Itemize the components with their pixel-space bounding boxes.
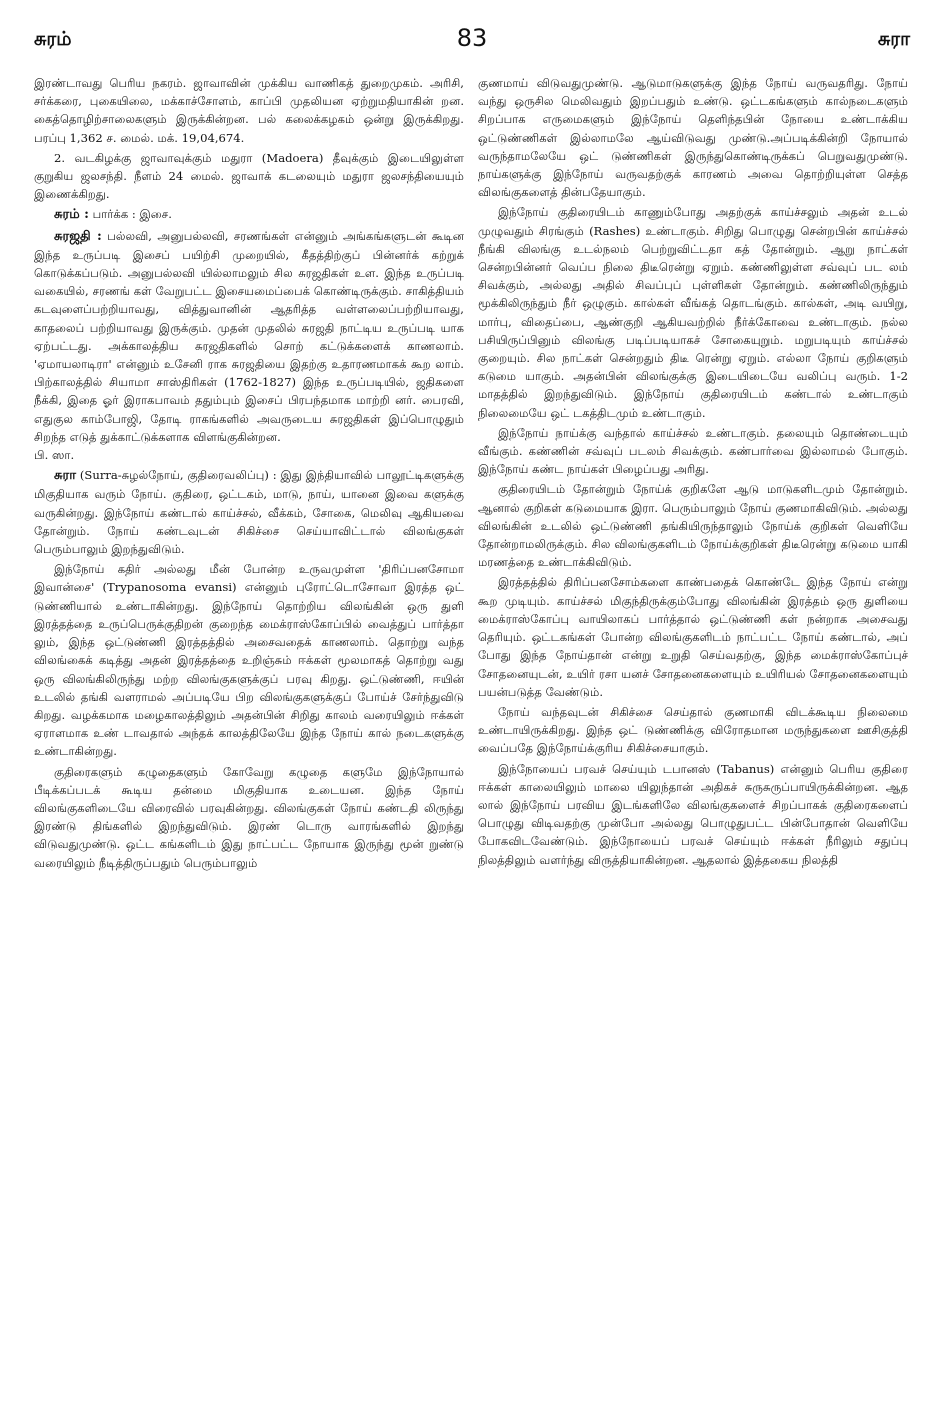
paragraph-text: குணமாய் விடுவதுமுண்டு. ஆடுமாடுகளுக்கு இந்த நோய் வருவதரிது. நோய் வந்து ஒருசில மெலிவதும் இறப்பதும் உண்டு. ஒட்டகங்களும் கால்நடைகளும் சிறப்பாக எருமைகளும் இந்நோய் தெளிந்தபின் நோயை உண்டாக்கிய ஒட்டுண்ணிகள் இல்லாமலே ஆய்விடுவது முண்டு.அப்படிக்கின்றி நோயால் வருந்தாமலேயே ஒட் டுண்ணிகள் இருந்துகொண்டிருக்கப் பெறுவதுமுண்டு. நாய்களுக்கு இந்நோய் வருவதற்குக் காரணம் அவை தொற்றியுள்ள செத்த விலங்குகளைத் தின்பதேயாகும். <box>478 76 908 200</box>
running-head-right: சுரா <box>877 28 910 50</box>
body-paragraph <box>34 560 464 760</box>
body-paragraph <box>34 74 464 147</box>
paragraph-text: இரத்தத்தில் திரிப்பனசோம்களை காண்பதைக் கொண்டே இந்த நோய் என்று கூற முடியும். காய்ச்சல் மிகுந்திருக்கும்போது விலங்கின் இரத்தம் ஒரு துளியை மைக்ராஸ்கோப்பு வாயிலாகப் பார்த்தால் ஒட்டுண்ணி கள் நன்றாக அசைவது தெரியும். ஒட்டகங்கள் போன்ற விலங்குகளிடம் நாட்பட்ட நோய் கண்டால், அப் போது இந்த நோய்தான் என்று உறுதி செய்வதற்கு, இந்த மைக்ராஸ்கோப்புச் சோதனையுடன், உயிர் ரசா யனச் சோதனைகளையும் உயிரியல் சோதனைகளையும் பயன்படுத்த வேண்டும். <box>478 575 908 699</box>
left-column <box>34 74 464 872</box>
page-number: 83 <box>456 24 488 52</box>
paragraph-text: (Surra-சுழல்நோய், குதிரைவலிப்பு) : இது இந்தியாவில் பாலூட்டிகளுக்கு மிகுதியாக வரும் நோய். குதிரை, ஒட்டகம், மாடு, நாய், யானை இவை களுக்கு வருகின்றது. இந்நோய் கண்டால் காய்ச்சல், வீக்கம், சோகை, மெலிவு ஆகியவை தோன்றும். நோய் கண்டவுடன் சிகிச்சை செய்யாவிட்டால் விலங்குகள் பெரும்பாலும் இறந்துவிடும். <box>34 468 464 557</box>
paragraph-text: குதிரைகளும் கழுதைகளும் கோவேறு கழுதை களுமே இந்நோயால் பீடிக்கப்படக் கூடிய தன்மை மிகுதியாக உடையன. இந்த நோய் விலங்குகளிடையே விரைவில் பரவுகின்றது. விலங்குகள் நோய் கண்டதி லிருந்து இரண்டு திங்களில் இறந்துவிடும். இரண் டொரு வாரங்களில் இறந்து விடுவதுமுண்டு. ஒட்ட கங்களிடம் இது நாட்பட்ட நோயாக இருந்து மூன் றுண்டு வரையிலும் நீடித்திருப்பதும் பெரும்பாலும் <box>34 764 464 870</box>
body-paragraph <box>478 760 908 869</box>
body-paragraph <box>34 763 464 872</box>
paragraph-text: பார்க்க : இசை. <box>88 207 172 222</box>
page-header <box>34 24 910 60</box>
body-paragraph <box>34 149 464 204</box>
paragraph-text: பல்லவி, அனுபல்லவி, சரணங்கள் என்னும் அங்கங்களுடன் கூடின இந்த உருப்படி இசைப் பயிற்சி முறையில், கீதத்திற்குப் பின்னர்க் கற்றுக் கொடுக்கப்படும். அனுபல்லவி யில்லாமலும் சில சுரஜதிகள் உள. இந்த உருப்படி வகையில், சரணங் கள் வேறுபட்ட இசையமைப்பைக் கொண்டிருக்கும். சாகித்தியம் கடவுளைப்பற்றியாவது, வித்துவானின் ஆதரித்த வள்ளலைப்பற்றியாவது, காதலைப் பற்றியாவது இருக்கும். முதன் முதலில் சுரஜதி நாட்டிய உருப்படி யாக ஏற்பட்டது. அக்காலத்திய சுரஜதிகளில் சொற் கட்டுக்களைக் காணலாம். 'ஏமாயலாடிரா' என்னும் உசேனி ராக சுரஜதியை இதற்கு உதாரணமாகக் கூற லாம். பிற்காலத்தில் சியாமா சாஸ்திரிகள் (1762-1827) இந்த உருப்படியில், ஜதிகளை நீக்கி, இதை ஓர் இராகபாவம் ததும்பும் இசைப் பிரபந்தமாக மாற்றி னர். பைரவி, எதுகுல காம்போஜி, தோடி ராகங்களில் அவருடைய சுரஜதிகள் இப்பொழுதும் சிறந்த எடுத் துக்காட்டுக்களாக விளங்குகின்றன. <box>34 228 465 444</box>
paragraph-text: இரண்டாவது பெரிய நகரம். ஜாவாவின் முக்கிய வாணிகத் துறைமுகம். அரிசி, சர்க்கரை, புகையிலை, மக்காச்சோளம், காப்பி முதலியன ஏற்றுமதியாகின் றன. கைத்தொழிற்சாலைகளும் இருக்கின்றன. பல் கலைக்கழகம் ஒன்று இருக்கிறது. பரப்பு 1,362 ச. மைல். மக். 19,04,674. <box>34 76 464 145</box>
entry-headword: சுரஜதி : <box>54 228 102 244</box>
author-signature: பி. ஸா. <box>34 448 75 463</box>
body-paragraph <box>478 74 908 201</box>
entry-headword: சுரம் : <box>54 207 89 223</box>
body-paragraph <box>478 424 908 479</box>
entry-paragraph <box>34 466 464 558</box>
paragraph-text: 2. வடகிழக்கு ஜாவாவுக்கும் மதுரா (Madoera) தீவுக்கும் இடையிலுள்ள குறுகிய ஜலசந்தி. நீளம் 24 மைல். ஜாவாக் கடலையும் மதுரா ஜலசந்தியையும் இணைக்கிறது. <box>34 150 464 202</box>
entry-paragraph <box>34 205 464 224</box>
paragraph-text: இந்நோயைப் பரவச் செய்யும் டபானஸ் (Tabanus) என்னும் பெரிய குதிரை ஈக்கள் காலையிலும் மாலை யிலுந்தான் அதிகச் சுருசுருப்பாயிருக்கின்றன. ஆத லால் இந்நோய் பரவிய இடங்களிலே விலங்குகளைச் சிறப்பாகக் குதிரைகளைப் பொழுது விடிவதற்கு முன்போ அல்லது பொழுதுபட்ட பின்போதான் வெளியே போகவிடவேண்டும். இந்நோயைப் பரவச் செய்யும் ஈக்கள் நீரிலும் சதுப்பு நிலத்திலும் வளர்ந்து விருத்தியாகின்றன. ஆதலால் இத்தகைய நிலத்தி <box>478 761 908 867</box>
right-column <box>478 74 908 869</box>
running-head-left: சுரம் <box>34 28 72 50</box>
body-paragraph <box>478 203 908 421</box>
body-paragraph <box>478 573 908 700</box>
entry-headword: சுரா <box>54 468 76 484</box>
body-paragraph <box>478 480 908 571</box>
paragraph-text: இந்நோய் நாய்க்கு வந்தால் காய்ச்சல் உண்டாகும். தலையும் தொண்டையும் வீங்கும். கண்ணின் சவ்வுப் படலம் சிவக்கும். கண்பார்வை இல்லாமல் போகும். இந்நோய் கண்ட நாய்கள் பிழைப்பது அரிது. <box>478 425 908 477</box>
paragraph-text: இந்நோய் கதிர் அல்லது மீன் போன்ற உருவமுள்ள 'திரிப்பனசோமா இவான்சை' (Trypanosoma evansi) என்னும் புரோட்டொசோவா இரத்த ஒட் டுண்ணியால் உண்டாகின்றது. இந்நோய் தொற்றிய விலங்கின் ஒரு துளி இரத்தத்தை உருப்பெருக்குதிறன் குறைந்த மைக்ராஸ்கோப்பில் வைத்துப் பார்த்தா லும், இந்த ஒட்டுண்ணி இரத்தத்தில் அசைவதைக் காணலாம். தொற்று வந்த விலங்கைக் கடித்து அதன் இரத்தத்தை உறிஞ்சும் ஈக்கள் மூலமாகத் தொற்று வது ஒரு விலங்கிலிருந்து மற்ற விலங்குகளுக்குப் பரவு கிறது. ஒட்டுண்ணி, ஈயின் உடலில் தங்கி வளராமல் அப்படியே பிற விலங்குகளுக்குப் போய்ச் சேர்ந்துவிடு கிறது. வழக்கமாக மழைகாலத்திலும் அதன்பின் சிறிது காலம் வரையிலும் ஈக்கள் ஏராளமாக உண் டாவதால் அந்தக் காலத்திலேயே இந்த நோய் கால் நடைகளுக்கு உண்டாகின்றது. <box>34 562 464 759</box>
paragraph-text: இந்நோய் குதிரையிடம் காணும்போது அதற்குக் காய்ச்சலும் அதன் உடல் முழுவதும் சிரங்கும் (Rashes) உண்டாகும். சிறிது பொழுது சென்றபின் காய்ச்சல் நீங்கி விலங்கு உடல்நலம் பெற்றுவிட்டதா கத் தோன்றும். ஆறு நாட்கள் சென்றபின்னர் வெப்ப நிலை திடீரென்று ஏறும். கண்ணிலுள்ள சவ்வுப் பட லம் சிவக்கும், அல்லது அதில் சிவப்புப் புள்ளிகள் தோன்றும். கண்ணிலிருந்தும் மூக்கிலிருந்தும் நீர் ஒழுகும். கால்கள் வீங்கத் தொடங்கும். கால்கள், அடி வயிறு, மார்பு, விதைப்பை, ஆண்குறி ஆகியவற்றில் நீர்க்கோவை உண்டாகும். நல்ல பசியிருப்பினும் விலங்கு படிப்படியாகச் சோகையுறும். மறுபடியும் காய்ச்சல் குறையும். சில நாட்கள் சென்றதும் திடீ ரென்று ஏறும். எல்லா நோய் குறிகளும் கடுமை யாகும். அதன்பின் விலங்குக்கு இடையிடையே வலிப்பு வரும். 1-2 மாதத்தில் இறந்துவிடும். இந்நோய் குதிரையிடம் கண்டால் உண்டாகும் நிலைமையே ஒட் டகத்திடமும் உண்டாகும். <box>478 205 908 420</box>
paragraph-text: குதிரையிடம் தோன்றும் நோய்க் குறிகளே ஆடு மாடுகளிடமும் தோன்றும். ஆனால் குறிகள் கடுமையாக இரா. பெரும்பாலும் நோய் குணமாகிவிடும். அல்லது விலங்கின் உடலில் ஒட்டுண்ணி தங்கியிருந்தாலும் நோய்க் குறிகள் வெளியே தோன்றாமலிருக்கும். சில விலங்குகளிடம் நோய்க்குறிகள் திடீரென்று கடுமை யாகி மரணத்தை உண்டாக்கிவிடும். <box>478 482 908 570</box>
body-paragraph <box>478 703 908 758</box>
paragraph-text: நோய் வந்தவுடன் சிகிச்சை செய்தால் குணமாகி விடக்கூடிய நிலைமை உண்டாயிருக்கிறது. இந்த ஒட் டுண்ணிக்கு விரோதமான மருந்துகளை ஊசிகுத்தி வைப்பதே இந்நோய்க்குரிய சிகிச்சையாகும். <box>478 704 908 756</box>
entry-paragraph <box>34 227 464 446</box>
